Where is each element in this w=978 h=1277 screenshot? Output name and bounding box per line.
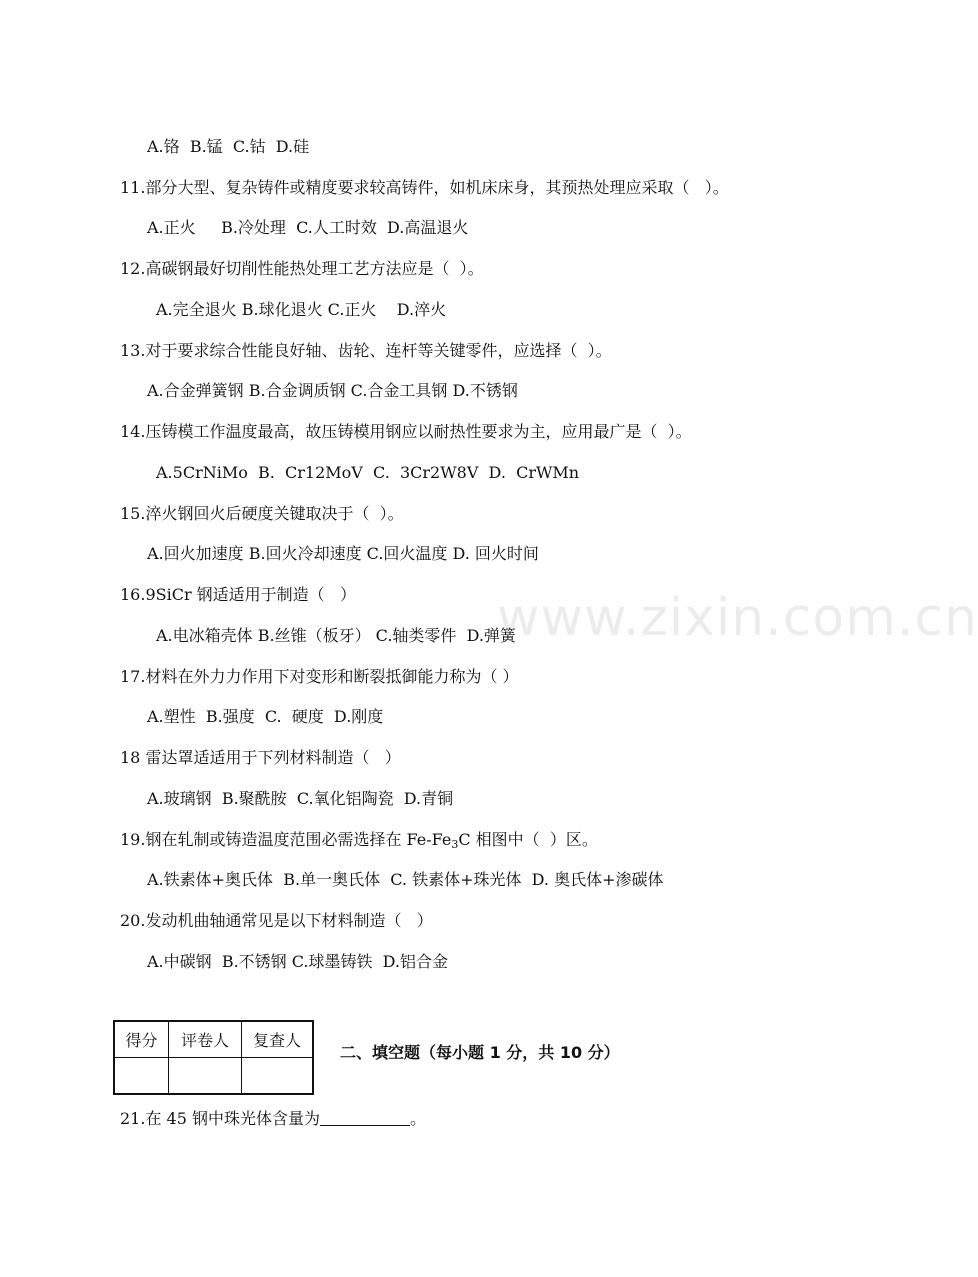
reviewer-cell[interactable] (242, 1058, 314, 1095)
score-table-header-row (114, 1021, 313, 1058)
question-19-text-end: C 相图中（ ）区。 (458, 830, 598, 849)
question-11: 11.部分大型、复杂铸件或精度要求较高铸件，如机床床身，其预热处理应采取（ ）。 (120, 178, 729, 197)
grader-header: 评卷人 (169, 1021, 242, 1058)
question-14: 14.压铸模工作温度最高，故压铸模用钢应以耐热性要求为主，应用最广是（ ）。 (120, 422, 692, 441)
question-15: 15.淬火钢回火后硬度关键取决于（ ）。 (120, 504, 404, 523)
options-q17: A.塑性 B.强度 C. 硬度 D.刚度 (147, 707, 384, 726)
question-16: 16.9SiCr 钢适适用于制造（ ） (120, 585, 356, 604)
section-2-title: 二、填空题（每小题 1 分，共 10 分） (340, 1043, 620, 1062)
watermark: www.zixin.com.cn (497, 588, 978, 648)
score-table-blank-row (114, 1058, 313, 1095)
grader-cell[interactable] (169, 1058, 242, 1095)
options-q16: A.电冰箱壳体 B.丝锥（板牙） C.轴类零件 D.弹簧 (156, 626, 516, 645)
question-19 (120, 830, 598, 850)
subscript-3: 3 (451, 838, 459, 851)
score-table (113, 1020, 314, 1095)
options-q10: A.铬 B.锰 C.钴 D.硅 (147, 137, 310, 156)
options-q12: A.完全退火 B.球化退火 C.正火 D.淬火 (156, 300, 447, 319)
question-21 (120, 1109, 426, 1129)
question-13: 13.对于要求综合性能良好轴、齿轮、连杆等关键零件，应选择（ ）。 (120, 341, 612, 360)
score-cell[interactable] (114, 1058, 169, 1095)
options-q13: A.合金弹簧钢 B.合金调质钢 C.合金工具钢 D.不锈钢 (147, 381, 518, 400)
options-q19: A.铁素体+奥氏体 B.单一奥氏体 C. 铁素体+珠光体 D. 奥氏体+渗碳体 (147, 870, 664, 889)
question-19-text: 19.钢在轧制或铸造温度范围必需选择在 Fe-Fe (120, 830, 452, 849)
answer-blank[interactable] (320, 1111, 410, 1126)
options-q18: A.玻璃钢 B.聚酰胺 C.氧化铝陶瓷 D.青铜 (147, 789, 454, 808)
options-q14: A.5CrNiMo B. Cr12MoV C. 3Cr2W8V D. CrWMn (156, 463, 580, 482)
question-18: 18 雷达罩适适用于下列材料制造（ ） (120, 748, 401, 767)
question-21-text: 21.在 45 钢中珠光体含量为 (120, 1109, 320, 1128)
question-12: 12.高碳钢最好切削性能热处理工艺方法应是（ ）。 (120, 259, 484, 278)
question-20: 20.发动机曲轴通常见是以下材料制造（ ） (120, 911, 433, 930)
question-17: 17.材料在外力力作用下对变形和断裂抵御能力称为（ ） (120, 667, 519, 686)
options-q20: A.中碳钢 B.不锈钢 C.球墨铸铁 D.铝合金 (147, 952, 449, 971)
question-21-end: 。 (409, 1109, 426, 1128)
reviewer-header: 复查人 (242, 1021, 314, 1058)
options-q11: A.正火 B.冷处理 C.人工时效 D.高温退火 (147, 218, 469, 237)
score-header: 得分 (114, 1021, 169, 1058)
options-q15: A.回火加速度 B.回火冷却速度 C.回火温度 D. 回火时间 (147, 544, 539, 563)
